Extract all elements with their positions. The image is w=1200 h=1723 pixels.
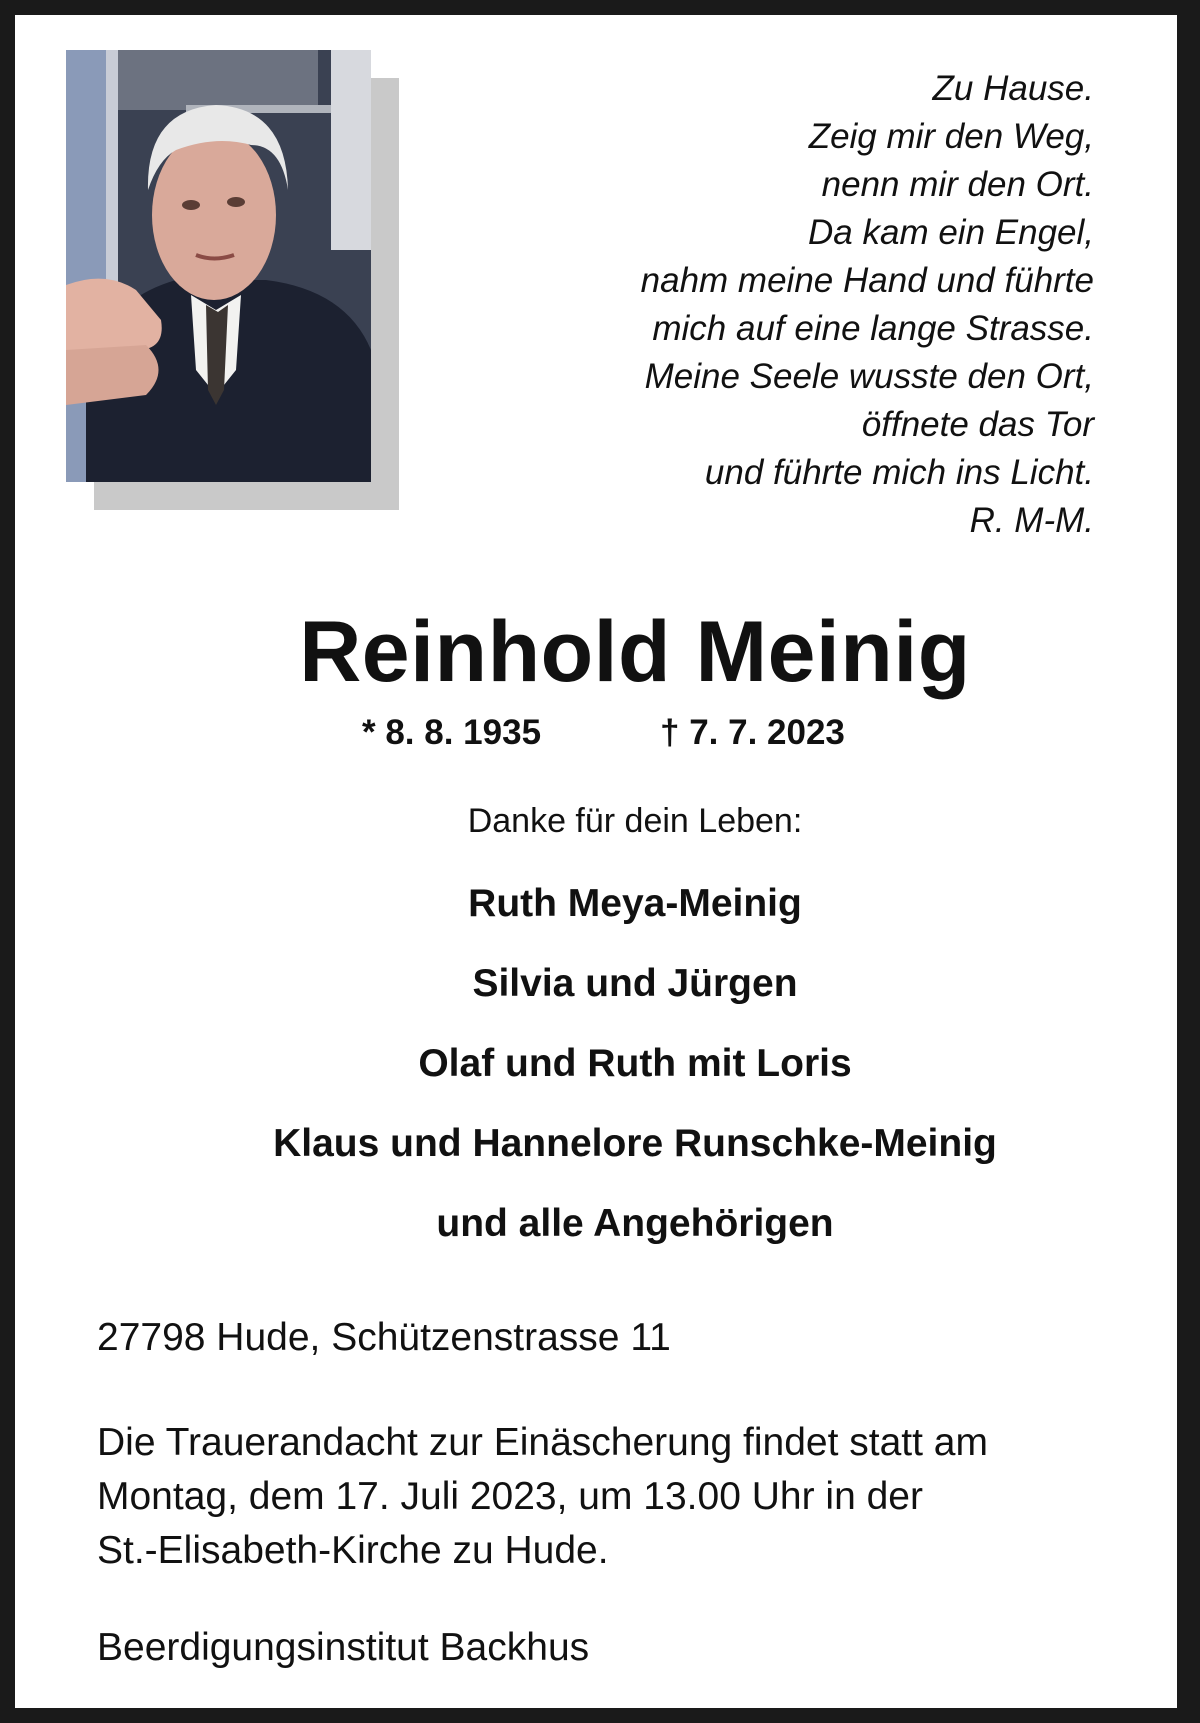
thanks-line: Danke für dein Leben: xyxy=(467,802,803,840)
poem-author: R. M-M. xyxy=(969,501,1094,540)
portrait-photo xyxy=(66,50,371,482)
poem-line: öffnete das Tor xyxy=(861,405,1094,444)
birth-date: * 8. 8. 1935 xyxy=(362,713,542,752)
poem-line: Zeig mir den Weg, xyxy=(808,117,1094,156)
poem-line: nahm meine Hand und führte xyxy=(640,261,1094,300)
death-date: † 7. 7. 2023 xyxy=(660,713,845,752)
poem-line: Da kam ein Engel, xyxy=(808,213,1094,252)
poem xyxy=(534,65,1094,545)
mourner-entry: Olaf und Ruth mit Loris xyxy=(418,1042,852,1085)
mourner-entry: Silvia und Jürgen xyxy=(472,962,798,1005)
family-address: 27798 Hude, Schützenstrasse 11 xyxy=(97,1316,671,1359)
poem-line: nenn mir den Ort. xyxy=(821,165,1094,204)
mourner-entry: und alle Angehörigen xyxy=(436,1202,834,1245)
funeral-home: Beerdigungsinstitut Backhus xyxy=(97,1626,590,1669)
poem-line: mich auf eine lange Strasse. xyxy=(652,309,1094,348)
service-line: Die Trauerandacht zur Einäscherung findet statt am xyxy=(97,1421,988,1464)
mourner-entry: Ruth Meya-Meinig xyxy=(468,882,802,925)
service-announcement xyxy=(97,1416,1157,1578)
poem-line: Zu Hause. xyxy=(932,69,1094,108)
poem-line: Meine Seele wusste den Ort, xyxy=(644,357,1094,396)
mourner-entry: Klaus und Hannelore Runschke-Meinig xyxy=(273,1122,997,1165)
service-line: St.-Elisabeth-Kirche zu Hude. xyxy=(97,1529,609,1572)
portrait-illustration xyxy=(66,50,371,482)
poem-line: und führte mich ins Licht. xyxy=(704,453,1094,492)
deceased-name: Reinhold Meinig xyxy=(299,604,971,700)
service-line: Montag, dem 17. Juli 2023, um 13.00 Uhr in der xyxy=(97,1475,923,1518)
obituary-card xyxy=(15,15,1177,1708)
mourners-list xyxy=(15,881,1177,1281)
